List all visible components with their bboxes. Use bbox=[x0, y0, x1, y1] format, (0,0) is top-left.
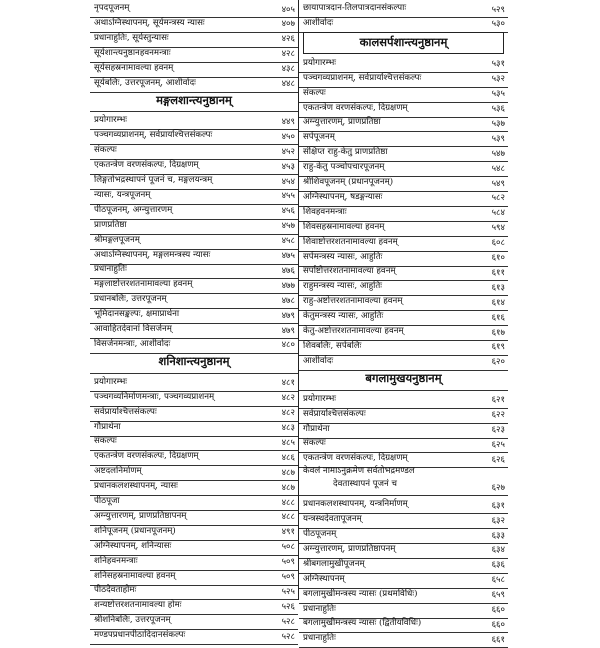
left-column bbox=[90, 0, 299, 642]
page-number: ५२९ bbox=[491, 4, 505, 15]
entry-title: भूमिदानसङ्कल्पः, क्षमाप्रार्थना bbox=[94, 309, 180, 320]
page-number: ६५९ bbox=[491, 590, 505, 601]
entry-title: श्रीमङ्गलपूजनम् bbox=[94, 234, 140, 245]
entry-title: सर्वप्रायश्चित्तसंकल्पः bbox=[94, 406, 157, 417]
entry-title: अग्निस्थापनम् bbox=[303, 573, 345, 584]
entry-title: शिवबलिः, सर्पबलिः bbox=[303, 340, 362, 351]
entry-title: एकतन्त्रेण वरणसंकल्पः, दिग्रक्षणम् bbox=[303, 453, 408, 464]
entry-title: पीठपूजा bbox=[94, 496, 120, 506]
page-number: ४५३ bbox=[281, 161, 295, 172]
page-number: ६१४ bbox=[491, 297, 505, 308]
entry-title: संकल्पः bbox=[94, 145, 117, 156]
entry-title: केतुमन्त्रस्य न्यासः, आहुतिः bbox=[303, 311, 384, 322]
entry-title: प्रधानाहुतिः bbox=[303, 633, 336, 644]
page-number: ४७९ bbox=[281, 325, 295, 336]
entry-title: सर्वप्रायश्चित्तसंकल्पः bbox=[303, 408, 366, 419]
page-number: ६१० bbox=[491, 253, 505, 263]
page-number: ५३७ bbox=[491, 118, 505, 129]
entry-title: लिङ्गतोभद्रस्थापनं पूजनं च, मङ्गलयन्त्रम् bbox=[94, 175, 213, 185]
entry-title: नृपदपूजनम् bbox=[94, 3, 130, 13]
page-number: ४०५ bbox=[281, 4, 295, 15]
page-number: ४०७ bbox=[281, 19, 295, 30]
page-number: ५८२ bbox=[491, 193, 505, 204]
entry-title: छायापात्रदान-तिलपात्रदानसंकल्पाः bbox=[303, 3, 407, 13]
entry-title: विसर्जनमन्त्राः, आशीर्वादः bbox=[94, 338, 171, 349]
page-number: ६२१ bbox=[491, 395, 505, 406]
entry-title: संकल्पः bbox=[303, 438, 326, 449]
page-number: ४२८ bbox=[281, 49, 295, 60]
page-number: ६२० bbox=[491, 357, 505, 368]
entry-title: प्रयोगारम्भः bbox=[94, 115, 128, 126]
page-number: ५३५ bbox=[491, 89, 505, 100]
page-number: ६१६ bbox=[491, 312, 505, 323]
entry-title: राहु-अष्टोत्तरशतनामावल्या हवनम् bbox=[303, 296, 403, 307]
entry-title: सर्पपूजनम् bbox=[303, 132, 335, 143]
page-number: ६०८ bbox=[491, 238, 505, 249]
entry-title: पञ्चगव्यनिर्माणमन्त्राः, पञ्चगव्यप्राशनम् bbox=[94, 391, 215, 402]
page-number: ६२३ bbox=[491, 425, 505, 435]
entry-title: पीठदेवताहोमः bbox=[94, 585, 137, 596]
page-number: ६२७ bbox=[491, 483, 505, 494]
entry-title: श्रीशिवपूजनम् (प्रधानपूजनम्) bbox=[303, 177, 394, 187]
page-number: ६१३ bbox=[491, 282, 505, 293]
page-number: ६२२ bbox=[491, 410, 505, 421]
page-number: ४८६ bbox=[281, 452, 295, 463]
entry-title: श्रीशनिबलिः, उत्तरपूजनम् bbox=[94, 615, 171, 626]
page-number: ४८७ bbox=[281, 482, 295, 493]
entry-title: अग्न्युत्तारणम्, प्राणप्रतिष्ठापनम् bbox=[303, 543, 396, 554]
entry-title: शन्यष्टोत्तरशतनामावल्या होमः bbox=[94, 600, 182, 611]
page-number: ५८४ bbox=[491, 208, 505, 219]
entry-title: बगलामुखीमन्त्रस्य न्यासः (प्रथमविधिः) bbox=[303, 588, 418, 599]
entry-title: यन्त्रस्थदेवतापूजनम् bbox=[303, 514, 362, 525]
toc-page bbox=[90, 0, 508, 645]
page-number: ४८८ bbox=[281, 497, 295, 508]
page-number: ६५८ bbox=[491, 575, 505, 586]
entry-title: राहु-केतु पञ्चोपचारपूजनम् bbox=[303, 162, 385, 173]
page-number: ४४८ bbox=[281, 79, 295, 89]
page-number: ४५५ bbox=[281, 191, 295, 202]
page-number: ४३८ bbox=[281, 64, 295, 75]
page-number: ६३६ bbox=[491, 560, 505, 571]
entry-title: सूर्यशान्त्यनुष्ठानहवनमन्त्राः bbox=[94, 47, 171, 58]
page-number: ६६१ bbox=[491, 634, 505, 645]
page-number: ५०८ bbox=[281, 542, 295, 553]
page-number: ६३३ bbox=[491, 530, 505, 541]
page-number: ४५२ bbox=[281, 146, 295, 157]
entry-title: अग्निस्थापनम्, शनिन्यासः bbox=[94, 540, 172, 551]
entry-title: पञ्चगव्यप्राशनम्, सर्वप्रायश्चित्तसंकल्पः bbox=[303, 72, 422, 83]
entry-title: आवाहितदेवानां विसर्जनम् bbox=[94, 324, 172, 334]
page-number: ५३९ bbox=[491, 133, 505, 144]
page-number: ४५७ bbox=[281, 221, 295, 232]
entry-title: शिवसहस्रनामावल्या हवनम् bbox=[303, 221, 385, 232]
page-number: ६२५ bbox=[491, 439, 505, 450]
page-number: ४७५ bbox=[281, 251, 295, 261]
page-number: ४८२ bbox=[281, 408, 295, 419]
entry-title: गौप्रार्थना bbox=[94, 421, 121, 432]
page-number: ५०९ bbox=[281, 572, 295, 582]
entry-title: प्रधानकलशस्थापनम्, न्यासः bbox=[94, 481, 178, 492]
page-number: ४५६ bbox=[281, 206, 295, 217]
entry-title: शनिसहस्रनामावल्या हवनम् bbox=[94, 570, 176, 581]
entry-title: शिवहवनमन्त्राः bbox=[303, 206, 347, 217]
entry-title: संकल्पः bbox=[94, 436, 117, 447]
section-heading: शनिशान्त्यनुष्ठानम् bbox=[90, 351, 298, 374]
entry-title: एकतन्त्रेण वरणसंकल्पः, दिग्रक्षणम् bbox=[94, 160, 199, 171]
page-number: ६३४ bbox=[491, 545, 505, 556]
entry-title: शनिपूजनम् (प्रधानपूजनम्) bbox=[94, 525, 176, 536]
entry-title: आशीर्वादः bbox=[303, 17, 334, 28]
entry-title: मण्डपप्रधानपीठादिदानसंकल्पः bbox=[94, 630, 186, 641]
entry-title: प्रयोगारम्भः bbox=[94, 376, 128, 387]
entry-title: अष्टदलनिर्माणम् bbox=[94, 466, 142, 477]
page-number: ४८७ bbox=[281, 467, 295, 478]
page-number: ६३२ bbox=[491, 515, 505, 526]
page-number: ५०९ bbox=[281, 557, 295, 568]
page-number: ४२६ bbox=[281, 34, 295, 45]
page-number: ५३६ bbox=[491, 104, 505, 114]
page-number: ५२५ bbox=[281, 586, 295, 597]
entry-title: मङ्गलाष्टोत्तरशतनामावल्या हवनम् bbox=[94, 279, 193, 290]
entry-title: संक्षिप्त राहु-केतु प्राणप्रतिष्ठा bbox=[303, 147, 388, 158]
page-number: ४८५ bbox=[281, 437, 295, 448]
page-number: ५३० bbox=[491, 19, 505, 30]
page-number: ६११ bbox=[491, 267, 505, 278]
entry-title: अथाऽग्निस्थापनम्, मङ्गलमन्त्रस्य न्यासः bbox=[94, 249, 211, 260]
page-number: ४४९ bbox=[281, 116, 295, 127]
entry-title: पीठपूजनम् bbox=[303, 529, 337, 539]
page-number: ६३१ bbox=[491, 500, 505, 511]
entry-title: अग्निस्थापनम्, षडङ्गन्यासः bbox=[303, 191, 383, 202]
page-number: ४८३ bbox=[281, 423, 295, 433]
page-number: ४८१ bbox=[281, 378, 295, 389]
entry-title-line1: केवलं नामाऽनुक्रमेण सर्वतोभद्रमण्डल bbox=[303, 466, 415, 477]
entry-title: अथाऽग्निस्थापनम्, सूर्यमन्त्रस्य न्यासः bbox=[94, 17, 205, 28]
entry-title: आशीर्वादः bbox=[303, 355, 334, 366]
entry-title: एकतन्त्रेण वरणसंकल्पः, दिग्रक्षणम् bbox=[303, 102, 408, 113]
section-heading: कालसर्पशान्त्यनुष्ठानम् bbox=[303, 32, 504, 54]
entry-title: शनिहवनमन्त्राः bbox=[94, 555, 138, 566]
toc-entry[interactable] bbox=[299, 465, 508, 496]
page-number: ६१७ bbox=[491, 327, 505, 338]
entry-title: न्यासः, यन्त्रपूजनम् bbox=[94, 189, 151, 200]
entry-title: केतु-अष्टोत्तरशतनामावल्या हवनम् bbox=[303, 326, 404, 336]
page-number: ४५४ bbox=[281, 176, 295, 187]
entry-title: प्राणप्रतिष्ठा bbox=[94, 219, 127, 230]
page-number: ४७६ bbox=[281, 265, 295, 276]
entry-title: सूर्यसहस्रनामावल्या हवनम् bbox=[94, 62, 174, 73]
entry-title: बगलामुखीमन्त्रस्य न्यासः (द्वितीयविधिः) bbox=[303, 618, 422, 629]
page-number: ६१९ bbox=[491, 342, 505, 353]
entry-title: गौप्रार्थना bbox=[303, 423, 330, 434]
page-number: ६६० bbox=[491, 619, 505, 630]
page-number: ४८८ bbox=[281, 512, 295, 523]
page-number: ५४७ bbox=[491, 148, 505, 159]
entry-title: सर्पाष्टोत्तरशतनामावल्या हवनम् bbox=[303, 266, 396, 277]
entry-title: प्रधानाहुतिः bbox=[94, 264, 127, 275]
page-number: ४५० bbox=[281, 131, 295, 142]
toc-entry[interactable] bbox=[299, 15, 508, 33]
page-number: ४७९ bbox=[281, 310, 295, 321]
page-number: ५९४ bbox=[491, 223, 505, 234]
entry-title: अग्न्युत्तारणम्, प्राणप्रतिष्ठापनम् bbox=[94, 510, 187, 521]
entry-title: संकल्पः bbox=[303, 87, 326, 98]
entry-title: एकतन्त्रेण वरणसंकल्पः, दिग्रक्षणम् bbox=[94, 451, 199, 462]
page-number: ५४९ bbox=[491, 178, 505, 189]
page-number: ६२६ bbox=[491, 454, 505, 465]
entry-title: शिवाष्टोत्तरशतनामावल्या हवनम् bbox=[303, 236, 398, 247]
toc-entry[interactable] bbox=[299, 630, 508, 648]
entry-title: प्रधानकलशस्थापनम्, यन्त्रनिर्माणम् bbox=[303, 499, 408, 510]
toc-entry[interactable] bbox=[90, 627, 298, 645]
page-number: ५२८ bbox=[281, 616, 295, 627]
entry-title: राहुमन्त्रस्य न्यासः, आहुतिः bbox=[303, 281, 382, 292]
entry-title: प्रधानाहुतिः bbox=[303, 603, 336, 614]
entry-title: श्रीबगलामुखीपूजनम् bbox=[303, 558, 365, 569]
entry-title: सूर्यबलिः, उत्तरपूजनम्, आशीर्वादः bbox=[94, 77, 196, 88]
page-number: ४७८ bbox=[281, 295, 295, 306]
entry-title: सर्पमन्त्रस्य न्यासः, आहुतिः bbox=[303, 251, 383, 262]
entry-title: प्रयोगारम्भः bbox=[303, 393, 337, 404]
page-number: ४५८ bbox=[281, 236, 295, 247]
page-number: ५३२ bbox=[491, 74, 505, 85]
section-heading: मङ्गलशान्त्यनुष्ठानम् bbox=[90, 89, 298, 112]
page-number: ४७७ bbox=[281, 280, 295, 291]
entry-title: प्रधानाहुतिः, सूर्यस्तुन्यासः bbox=[94, 32, 169, 43]
page-number: ४८० bbox=[281, 340, 295, 351]
entry-title: पीठपूजनम्, अग्न्युत्तारणम् bbox=[94, 204, 173, 215]
page-number: ६६० bbox=[491, 605, 505, 615]
page-number: ५२६ bbox=[281, 601, 295, 612]
page-number: ५३१ bbox=[491, 59, 505, 70]
page-number: ४९१ bbox=[281, 527, 295, 538]
entry-title: अग्न्युत्तारणम्, प्राणप्रतिष्ठा bbox=[303, 117, 381, 128]
page-number: ५२८ bbox=[281, 631, 295, 642]
entry-title bbox=[299, 465, 471, 491]
entry-title: पञ्चगव्यप्राशनम्, सर्वप्रायश्चित्तसंकल्पः bbox=[94, 130, 213, 141]
section-heading: बगलामुखयनुष्ठानम् bbox=[299, 368, 508, 391]
page-number: ५४८ bbox=[491, 163, 505, 174]
entry-title-line2: देवतास्थापनं पूजनं च bbox=[333, 479, 397, 490]
page-number: ४८२ bbox=[281, 393, 295, 404]
right-column bbox=[299, 0, 508, 645]
entry-title: प्रयोगारम्भः bbox=[303, 57, 337, 68]
entry-title: प्रधानबलिः, उत्तरपूजनम् bbox=[94, 294, 167, 305]
